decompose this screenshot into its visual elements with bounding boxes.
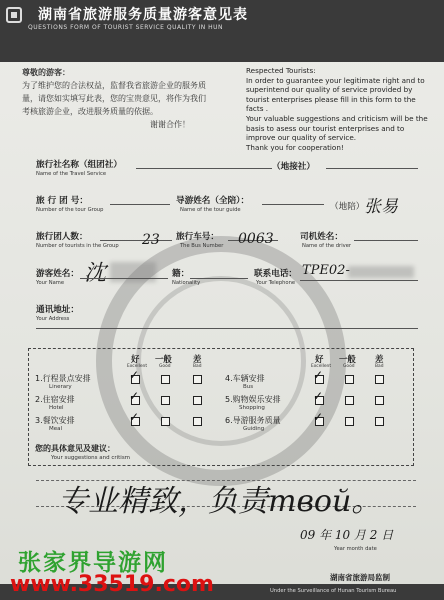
group-size-field[interactable] bbox=[100, 240, 172, 241]
rating-item-1-label: 1.行程景点安排 bbox=[35, 374, 91, 383]
intro-english bbox=[236, 66, 432, 152]
brand-name: 张家界导游网 bbox=[18, 550, 168, 576]
header-good-left: 好 bbox=[131, 354, 140, 364]
header-good-right-sub: Excellent bbox=[311, 364, 332, 369]
item-4-avg-checkbox[interactable] bbox=[345, 375, 354, 384]
item-3-bad-checkbox[interactable] bbox=[193, 417, 202, 426]
driver-label: 司机姓名： bbox=[300, 232, 343, 242]
header-avg-right: 一般 bbox=[339, 354, 356, 364]
nationality-field[interactable] bbox=[190, 278, 248, 279]
local-guide-label: （地陪） bbox=[330, 202, 365, 212]
supervisor-sublabel: Under the Surveillance of Hunan Tourism Bureau bbox=[270, 588, 397, 594]
date-value[interactable]: 09 年 10 月 2 日 bbox=[300, 528, 394, 542]
blurred-name bbox=[110, 262, 156, 282]
group-number-label: 旅 行 团 号： bbox=[36, 196, 88, 206]
phone-label: 联系电话： bbox=[254, 269, 297, 279]
item-1-checkmark-icon: ✓ bbox=[129, 368, 140, 382]
address-label: 通讯地址： bbox=[36, 305, 79, 315]
form-title: 湖南省旅游服务质量游客意见表 bbox=[38, 7, 248, 23]
tourism-logo-icon bbox=[6, 7, 22, 23]
en-paragraph-2: Your valuable suggestions and criticism will be the basis to asess our tourist enterprises and to improve our quality of service. bbox=[246, 113, 428, 143]
rating-item-3-sublabel: Meal bbox=[49, 426, 63, 432]
nationality-sublabel: Nationality bbox=[172, 280, 201, 286]
intro-chinese bbox=[22, 66, 212, 131]
item-6-avg-checkbox[interactable] bbox=[345, 417, 354, 426]
header-bad-left: 差 bbox=[193, 354, 202, 364]
rating-item-4-sublabel: Bus bbox=[243, 384, 254, 390]
bus-number-label: 旅行车号： bbox=[176, 232, 219, 242]
cn-body: 为了维护您的合法权益，监督我省旅游企业的服务质量，请您如实填写此表，您的宝贵意见，将作为我们考核旅游企业，改进服务质量的依据。 bbox=[22, 81, 206, 116]
guide-field[interactable] bbox=[262, 204, 324, 205]
item-3-checkmark-icon: ✓ bbox=[129, 410, 140, 424]
suggestion-value[interactable]: 专业精致，负责твой。 bbox=[58, 484, 382, 519]
cn-thanks: 谢谢合作！ bbox=[150, 120, 190, 129]
rating-item-2-label: 2.住宿安排 bbox=[35, 395, 75, 404]
bus-number-sublabel: The Bus Number bbox=[180, 243, 224, 249]
rating-section bbox=[28, 348, 414, 466]
agency-label: 旅行社名称（组团社） bbox=[36, 160, 122, 170]
phone-value[interactable]: TPE02- bbox=[302, 263, 350, 278]
driver-sublabel: Name of the driver bbox=[302, 243, 352, 249]
item-2-checkmark-icon: ✓ bbox=[129, 389, 140, 403]
header-good-right: 好 bbox=[315, 354, 324, 364]
header-bad-right: 差 bbox=[375, 354, 384, 364]
en-paragraph-1: In order to guarantee your legitimate right and to superintend our quality of service provided by tourist enterprises please fill in this form to the facts . bbox=[246, 75, 425, 114]
group-size-value[interactable]: 23 bbox=[142, 232, 160, 248]
tourist-name-field[interactable] bbox=[80, 278, 168, 279]
local-agency-field[interactable] bbox=[326, 168, 418, 169]
header-bad-right-sub: Bad bbox=[375, 364, 384, 369]
form-subtitle: QUESTIONS FORM OF TOURIST SERVICE QUALITY IN HUN bbox=[28, 24, 224, 31]
tourist-name-value[interactable]: 沈 bbox=[84, 261, 107, 286]
local-guide-value[interactable]: 张易 bbox=[364, 197, 398, 217]
rating-item-6-label: 6.导游服务质量 bbox=[225, 416, 281, 425]
header-avg-left-sub: Good bbox=[159, 364, 171, 369]
rating-item-3-label: 3.餐饮安排 bbox=[35, 416, 75, 425]
item-6-bad-checkbox[interactable] bbox=[375, 417, 384, 426]
phone-sublabel: Your Telephone bbox=[256, 280, 296, 286]
blurred-phone bbox=[348, 266, 414, 278]
date-sublabel: Year month date bbox=[334, 546, 377, 552]
en-thanks: Thank you for cooperation! bbox=[246, 142, 344, 152]
item-2-bad-checkbox[interactable] bbox=[193, 396, 202, 405]
agency-sublabel: Name of the Travel Service bbox=[36, 171, 107, 177]
item-3-avg-checkbox[interactable] bbox=[161, 417, 170, 426]
item-1-avg-checkbox[interactable] bbox=[161, 375, 170, 384]
header-avg-right-sub: Good bbox=[343, 364, 355, 369]
header-avg-left: 一般 bbox=[155, 354, 172, 364]
group-size-sublabel: Number of tourists in the Group bbox=[36, 243, 119, 249]
rating-item-5-label: 5.购物娱乐安排 bbox=[225, 395, 281, 404]
intro-section bbox=[0, 64, 444, 152]
item-5-bad-checkbox[interactable] bbox=[375, 396, 384, 405]
address-field[interactable] bbox=[36, 328, 418, 329]
item-5-checkmark-icon: ✓ bbox=[313, 389, 324, 403]
header-good-left-sub: Excellent bbox=[127, 364, 148, 369]
item-4-bad-checkbox[interactable] bbox=[375, 375, 384, 384]
rating-item-5-sublabel: Shopping bbox=[239, 405, 265, 411]
supervisor-label: 湖南省旅游局监制 bbox=[330, 573, 390, 582]
en-salutation: Respected Tourists: bbox=[246, 66, 316, 75]
phone-field[interactable] bbox=[300, 280, 418, 281]
suggestion-label: 您的具体意见及建议： bbox=[35, 444, 115, 453]
group-number-field[interactable] bbox=[110, 204, 170, 205]
rating-item-4-label: 4.车辆安排 bbox=[225, 374, 265, 383]
nationality-label: 籍： bbox=[172, 269, 190, 279]
guide-label: 导游姓名（全陪）： bbox=[176, 196, 250, 206]
item-2-avg-checkbox[interactable] bbox=[161, 396, 170, 405]
rating-item-1-sublabel: Linerary bbox=[49, 384, 72, 390]
group-number-sublabel: Number of the tour Group bbox=[36, 207, 104, 213]
site-url[interactable]: www.33519.com bbox=[10, 572, 214, 597]
local-agency-label: （地接社） bbox=[272, 162, 315, 172]
bus-number-value[interactable]: 0063 bbox=[238, 231, 274, 247]
item-5-avg-checkbox[interactable] bbox=[345, 396, 354, 405]
tourist-name-label: 游客姓名： bbox=[36, 269, 79, 279]
cn-salutation: 尊敬的游客： bbox=[22, 68, 70, 77]
suggestion-sublabel: Your suggestions and critism bbox=[51, 455, 131, 461]
rating-item-2-sublabel: Hotel bbox=[49, 405, 64, 411]
rating-item-6-sublabel: Guiding bbox=[243, 426, 265, 432]
driver-field[interactable] bbox=[354, 240, 418, 241]
form-header bbox=[0, 0, 444, 62]
group-size-label: 旅行团人数： bbox=[36, 232, 88, 242]
agency-field[interactable] bbox=[136, 168, 272, 169]
tourist-name-sublabel: Your Name bbox=[36, 280, 65, 286]
item-4-checkmark-icon: ✓ bbox=[313, 368, 324, 382]
item-6-checkmark-icon: ✓ bbox=[313, 410, 324, 424]
guide-sublabel: Name of the tour guide bbox=[180, 207, 241, 213]
item-1-bad-checkbox[interactable] bbox=[193, 375, 202, 384]
header-bad-left-sub: Bad bbox=[193, 364, 202, 369]
address-sublabel: Your Address bbox=[36, 316, 70, 322]
